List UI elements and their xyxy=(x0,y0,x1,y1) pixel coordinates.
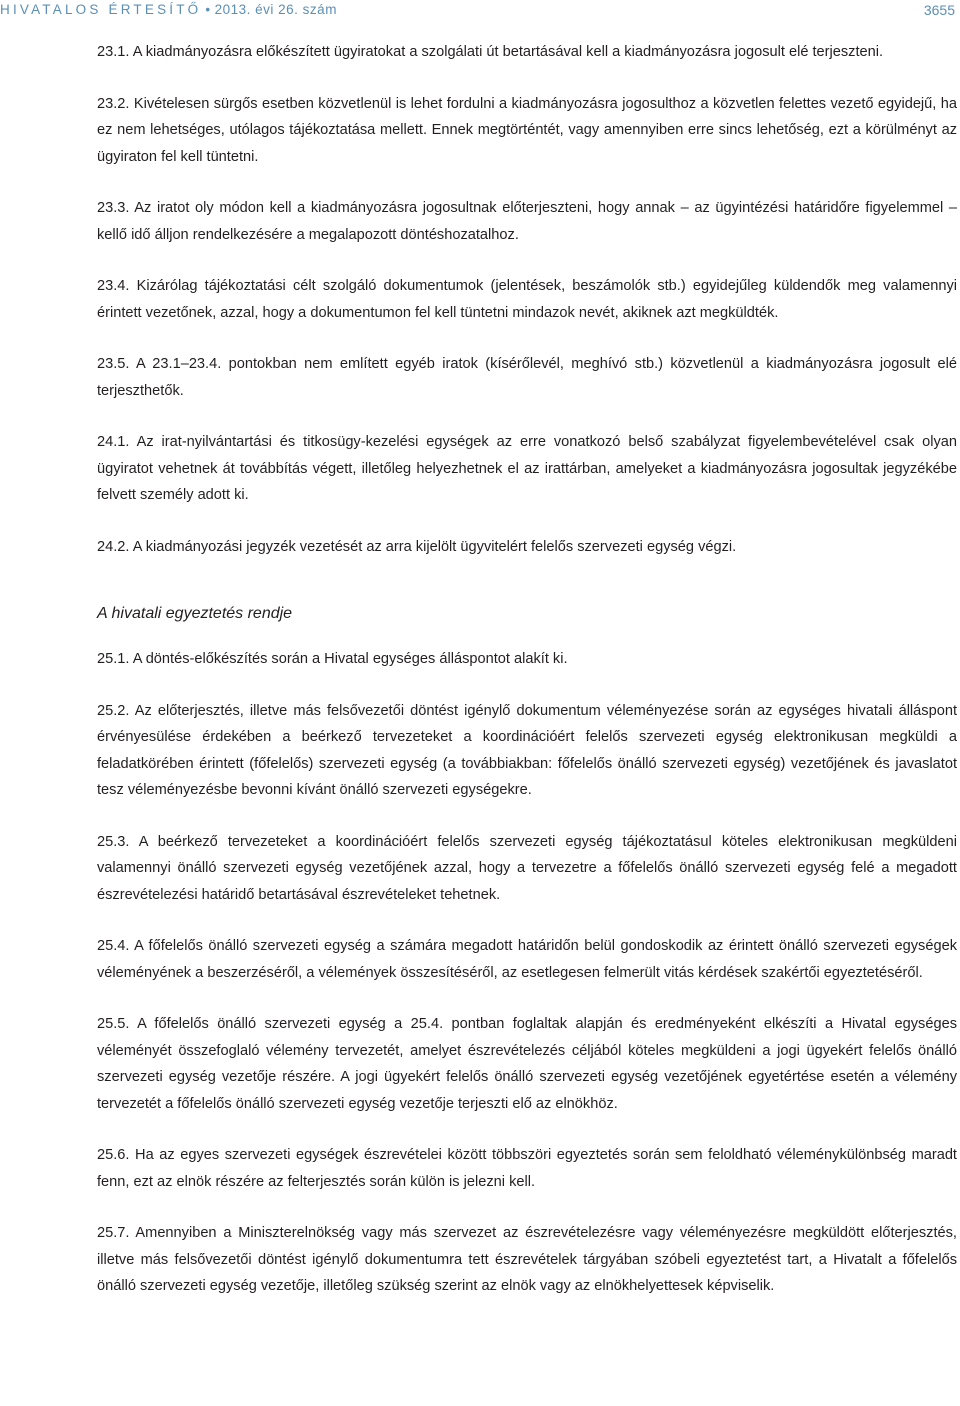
paragraph-23-3: 23.3. Az iratot oly módon kell a kiadmányozásra jogosultnak előterjeszteni, hogy annak – az ügyintézési határidőre figyelemmel – kellő idő álljon rendelkezésére a megalapozott döntéshozatalhoz. xyxy=(97,200,957,243)
section-heading: A hivatali egyeztetés rendje xyxy=(97,605,293,622)
paragraph-25-6: 25.6. Ha az egyes szervezeti egységek észrevételei között többszöri egyeztetés során sem feloldható véleménykülönbség maradt fenn, ezt az elnök részére az felterjesztés során külön is jelezni kell. xyxy=(97,1147,957,1190)
header-separator: • xyxy=(205,2,211,17)
paragraph-23-2: 23.2. Kivételesen sürgős esetben közvetlenül is lehet fordulni a kiadmányozásra jogosulthoz a közvetlen felettes vezető egyidejű, ha ez nem lehetséges, utólagos tájékoztatása mellett. Ennek megtörténtét, vagy amennyiben erre sincs lehetőség, ezt a körülményt az ügyiraton fel kell tüntetni. xyxy=(97,95,957,165)
paragraph-25-4: 25.4. A főfelelős önálló szervezeti egység a számára megadott határidőn belül gondoskodik az érintett önálló szervezeti egységek véleményének a beszerzéséről, a vélemények összesítéséről, az esetlegesen felmerült vitás kérdések szakértői egyeztetéséről. xyxy=(97,938,957,981)
publication-info xyxy=(0,0,337,20)
paragraph-23-4: 23.4. Kizárólag tájékoztatási célt szolgáló dokumentumok (jelentések, beszámolók stb.) egyidejűleg küldendők meg valamennyi érintett vezetőnek, azzal, hogy a dokumentumon fel kell tüntetni mindazok nevét, akiknek azt megküldték. xyxy=(97,278,957,321)
paragraph-25-1: 25.1. A döntés-előkészítés során a Hivatal egységes álláspontot alakít ki. xyxy=(97,651,568,667)
paragraph-25-5: 25.5. A főfelelős önálló szervezeti egység a 25.4. pontban foglaltak alapján és eredményeként elkészíti a Hivatal egységes véleményét összefoglaló vélemény tervezetét, amelyet észrevételezés céljából köteles megküldeni a jogi ügyekért felelős önálló szervezeti egység vezetője részére. A jogi ügyekért felelős önálló szervezeti egység vezetőjének egyetértése esetén a vélemény tervezetét a főfelelős önálló szervezeti egység vezetője terjeszti elő az elnökhöz. xyxy=(97,1016,957,1112)
page-number: 3655 xyxy=(923,2,955,18)
publication-title: HIVATALOS ÉRTESÍTŐ xyxy=(0,2,202,17)
issue-label: 2013. évi 26. szám xyxy=(214,2,337,17)
paragraph-23-5: 23.5. A 23.1–23.4. pontokban nem említett egyéb iratok (kísérőlevél, meghívó stb.) közvetlenül a kiadmányozásra jogosult elé terjeszthetők. xyxy=(97,356,957,399)
paragraph-24-1: 24.1. Az irat-nyilvántartási és titkosügy-kezelési egységek az erre vonatkozó belső szabályzat figyelembevételével csak olyan ügyiratot vehetnek át továbbítás végett, illetőleg helyezhetnek el az irattárban, amelyeket a kiadmányozásra jogosultak jegyzékébe felvett személy adott ki. xyxy=(97,434,957,503)
paragraph-25-3: 25.3. A beérkező tervezeteket a koordinációért felelős szervezeti egység tájékoztatásul köteles elektronikusan megküldeni valamennyi önálló szervezeti egység vezetőjének azzal, hogy a tervezetre a főfelelős önálló szervezeti egység felé a megadott észrevételezési határidő betartásával észrevételeket tehetnek. xyxy=(97,833,957,903)
paragraph-24-2: 24.2. A kiadmányozási jegyzék vezetését az arra kijelölt ügyvitelért felelős szervezeti egység végzi. xyxy=(97,538,737,555)
paragraph-25-7: 25.7. Amennyiben a Miniszterelnökség vagy más szervezet az észrevételezésre vagy véleményezésre megküldött előterjesztés, illetve más felsővezetői döntést igénylő dokumentumra tett észrevételek tárgyában szóbeli egyeztetést tart, a Hivatalt a főfelelős önálló szervezeti egység vezetője, illetőleg szükség szerint az elnök vagy az elnökhelyettesek képviselik. xyxy=(97,1225,957,1294)
paragraph-25-2: 25.2. Az előterjesztés, illetve más felsővezetői döntést igénylő dokumentum véleményezése során az egységes hivatali álláspont érvényesülése érdekében a beérkező tervezeteket a koordinációért felelős szervezeti egység elektronikusan megküldi a feladatkörében érintett (főfelelős) szervezeti egység (a továbbiakban: főfelelős önálló szervezeti egység) vezetőjének és javaslatot tesz véleményezésbe bevonni kívánt önálló szervezeti egységekre. xyxy=(97,702,957,798)
document-body xyxy=(97,39,957,1325)
paragraph-23-1: 23.1. A kiadmányozásra előkészített ügyiratokat a szolgálati út betartásával kell a kiadmányozásra jogosult elé terjeszteni. xyxy=(97,44,884,60)
running-header xyxy=(0,0,960,22)
